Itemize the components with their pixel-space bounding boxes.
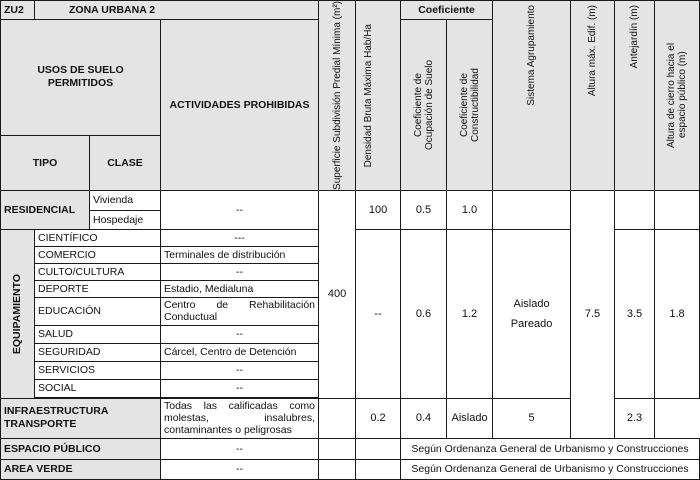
tipo-header: TIPO [1, 135, 90, 190]
area-verde-row [1, 459, 700, 479]
infraestructura-antejardin: 5 [493, 398, 571, 438]
area-verde-prohibidas: -- [161, 459, 319, 479]
equipamiento-altura-cierre: 1.8 [655, 229, 700, 398]
residencial-sistema [493, 190, 571, 229]
superficie-header: Superficie Subdivisión Predial Mínima (m²) [319, 1, 356, 191]
equipamiento-clase-social: SOCIAL [35, 379, 161, 397]
usos-permitidos-header: USOS DE SUELO PERMITIDOS [1, 20, 161, 136]
residencial-row-1 [1, 190, 700, 210]
residencial-antejardin [615, 190, 655, 229]
altura-max-header: Altura máx. Edif. (m) [571, 1, 615, 191]
equipamiento-ocupacion: 0.6 [401, 229, 447, 398]
equipamiento-clase-seguridad: SEGURIDAD [35, 343, 161, 361]
espacio-publico-superficie [319, 438, 356, 459]
densidad-header: Densidad Bruta Máxima Hab/Ha [356, 1, 401, 191]
equipamiento-prohibidas-salud: -- [161, 325, 319, 343]
espacio-publico-tipo: ESPACIO PÚBLICO [1, 438, 161, 459]
area-verde-superficie [319, 459, 356, 479]
area-verde-tipo: AREA VERDE [1, 459, 161, 479]
espacio-publico-prohibidas: -- [161, 438, 319, 459]
equipamiento-prohibidas-servicios: -- [161, 361, 319, 379]
equipamiento-prohibidas-social: -- [161, 379, 319, 397]
actividades-prohibidas-header: ACTIVIDADES PROHIBIDAS [161, 20, 319, 191]
altura-max-value: 7.5 [571, 190, 615, 438]
infraestructura-densidad [319, 398, 356, 438]
coeficiente-header: Coeficiente [401, 1, 493, 20]
area-verde-densidad [356, 459, 401, 479]
equipamiento-clase-comercio: COMERCIO [35, 246, 161, 263]
coef-ocupacion-header: Coeficiente de Ocupación de Suelo [401, 20, 447, 191]
equipamiento-tipo: EQUIPAMIENTO [1, 229, 35, 398]
zone-name: ZONA URBANA 2 [35, 1, 319, 20]
equipamiento-clase-deporte: DEPORTE [35, 280, 161, 297]
equipamiento-prohibidas-cientifico: --- [161, 229, 319, 246]
equipamiento-clase-cientifico: CIENTÍFICO [35, 229, 161, 246]
coef-construct-header: Coeficiente de Constructibilidad [447, 20, 493, 191]
espacio-publico-densidad [356, 438, 401, 459]
header-row-1 [1, 1, 700, 20]
residencial-densidad: 100 [356, 190, 401, 229]
infraestructura-construct: 0.4 [401, 398, 447, 438]
equipamiento-prohibidas-deporte: Estadio, Medialuna [161, 280, 319, 297]
area-verde-nota: Según Ordenanza General de Urbanismo y Construcciones [401, 459, 700, 479]
altura-cierre-header: Altura de cierro hacia el espacio público (m) [655, 1, 700, 191]
equipamiento-densidad: -- [356, 229, 401, 398]
equipamiento-prohibidas-culto: -- [161, 263, 319, 280]
equipamiento-construct: 1.2 [447, 229, 493, 398]
equipamiento-clase-educacion: EDUCACIÓN [35, 297, 161, 325]
superficie-value: 400 [319, 190, 356, 398]
residencial-construct: 1.0 [447, 190, 493, 229]
espacio-publico-nota: Según Ordenanza General de Urbanismo y Construcciones [401, 438, 700, 459]
equipamiento-clase-salud: SALUD [35, 325, 161, 343]
residencial-clase-hospedaje: Hospedaje [90, 210, 161, 229]
equipamiento-prohibidas-seguridad: Cárcel, Centro de Detención [161, 343, 319, 361]
residencial-tipo: RESIDENCIAL [1, 190, 90, 229]
equipamiento-sistema: Aislado Pareado [493, 229, 571, 398]
infraestructura-sistema: Aislado [447, 398, 493, 438]
residencial-altura-cierre [655, 190, 700, 229]
equipamiento-clase-servicios: SERVICIOS [35, 361, 161, 379]
clase-header: CLASE [90, 135, 161, 190]
residencial-ocupacion: 0.5 [401, 190, 447, 229]
sistema-header: Sistema Agrupamiento [493, 1, 571, 191]
antejardin-header: Antejardín (m) [615, 1, 655, 191]
infraestructura-altura-cierre: 2.3 [615, 398, 655, 438]
infraestructura-ocupacion: 0.2 [356, 398, 401, 438]
zone-code: ZU2 [1, 1, 35, 20]
espacio-publico-row [1, 438, 700, 459]
infraestructura-prohibidas: Todas las calificadas como molestas, insalubres, contaminantes o peligrosas [161, 398, 319, 438]
equipamiento-prohibidas-comercio: Terminales de distribución [161, 246, 319, 263]
residencial-prohibidas: -- [161, 190, 319, 229]
equipamiento-antejardin: 3.5 [615, 229, 655, 398]
residencial-clase-vivienda: Vivienda [90, 190, 161, 210]
equipamiento-prohibidas-educacion: Centro de Rehabilitación Conductual [161, 297, 319, 325]
infraestructura-tipo: INFRAESTRUCTURA TRANSPORTE [1, 398, 161, 438]
equipamiento-clase-culto: CULTO/CULTURA [35, 263, 161, 280]
